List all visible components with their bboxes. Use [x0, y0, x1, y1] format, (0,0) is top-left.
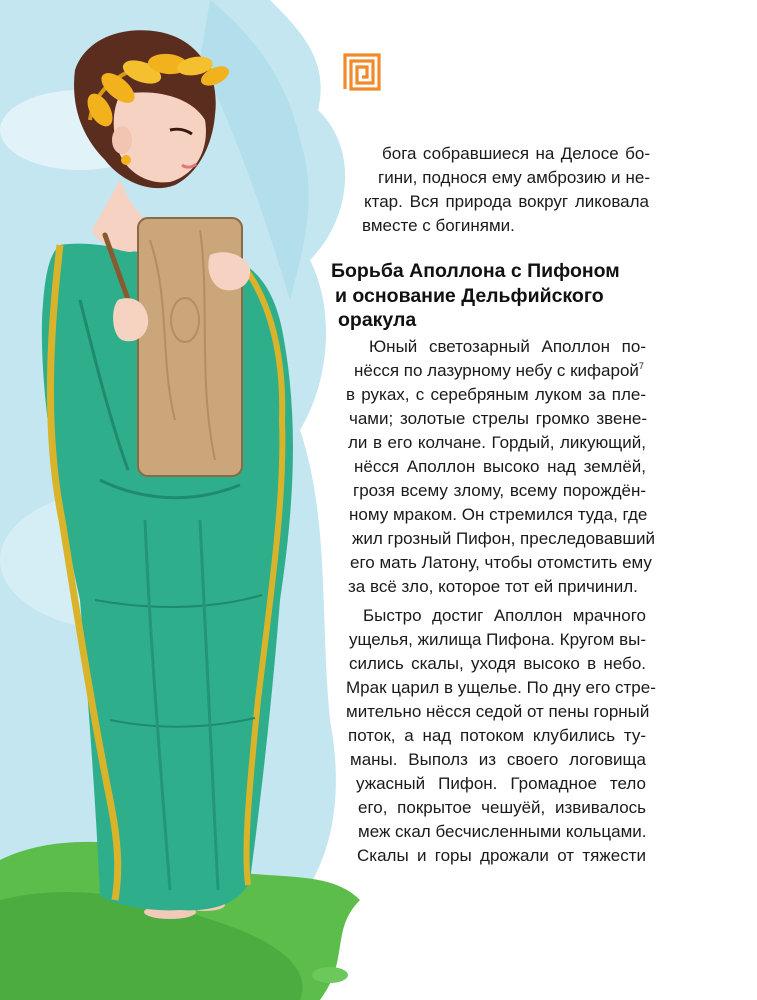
paragraph2-line-5: мительно нёсся седой от пены горный [346, 702, 650, 721]
paragraph1-line-11: за всё зло, которое тот ей причинил. [348, 577, 638, 596]
paragraph1-line-9: жил грозный Пифон, преследовавший [352, 529, 655, 548]
paragraph2-line-6: поток, а над потоком клубились ту- [348, 726, 646, 745]
paragraph2-line-9: его, покрытое чешуёй, извивалось [358, 798, 646, 817]
paragraph1-line-10: его мать Латону, чтобы отомстить ему [350, 553, 652, 572]
paragraph2-line-10: меж скал бесчисленными кольцами. [358, 822, 647, 841]
paragraph1-line-2 [354, 360, 644, 381]
paragraph1-line-8: ному мраком. Он стремился туда, где [349, 505, 648, 524]
paragraph2-line-7: маны. Выполз из своего логовища [350, 750, 646, 769]
intro-line-2: гини, поднося ему амброзию и не- [378, 168, 650, 187]
paragraph2-line-1: Быстро достиг Аполлон мрачного [363, 606, 646, 625]
meander-ornament-icon [342, 52, 382, 92]
intro-line-1: бога собравшиеся на Делосе бо- [382, 144, 650, 163]
paragraph1-line-2-text: нёсся по лазурному небу с кифарой [354, 361, 639, 380]
section-heading-line-3: оракула [338, 309, 417, 331]
paragraph1-line-6: нёсся Аполлон высоко над землёй, [354, 457, 646, 476]
paragraph1-line-7: грозя всему злому, всему порождён- [353, 481, 646, 500]
paragraph1-line-1: Юный светозарный Аполлон по- [369, 337, 646, 356]
paragraph2-line-11: Скалы и горы дрожали от тяжести [357, 846, 646, 865]
section-heading-line-2: и основание Дельфийского [335, 285, 604, 307]
paragraph1-line-3: в руках, с серебряным луком за пле- [346, 385, 646, 404]
paragraph2-line-4: Мрак царил в ущелье. По дну его стре- [346, 678, 656, 697]
paragraph1-line-4: чами; золотые стрелы громко звене- [349, 409, 647, 428]
intro-line-3: ктар. Вся природа вокруг ликовала [364, 192, 649, 211]
intro-line-4: вместе с богинями. [362, 216, 515, 235]
section-heading-line-1: Борьба Аполлона с Пифоном [331, 260, 620, 282]
paragraph2-line-2: ущелья, жилища Пифона. Кругом вы- [349, 630, 646, 649]
paragraph1-line-5: ли в его колчане. Гордый, ликующий, [348, 433, 646, 452]
footnote-mark: 7 [638, 361, 644, 371]
paragraph2-line-3: сились скалы, уходя высоко в небо. [349, 654, 646, 673]
paragraph2-line-8: ужасный Пифон. Громадное тело [356, 774, 646, 793]
